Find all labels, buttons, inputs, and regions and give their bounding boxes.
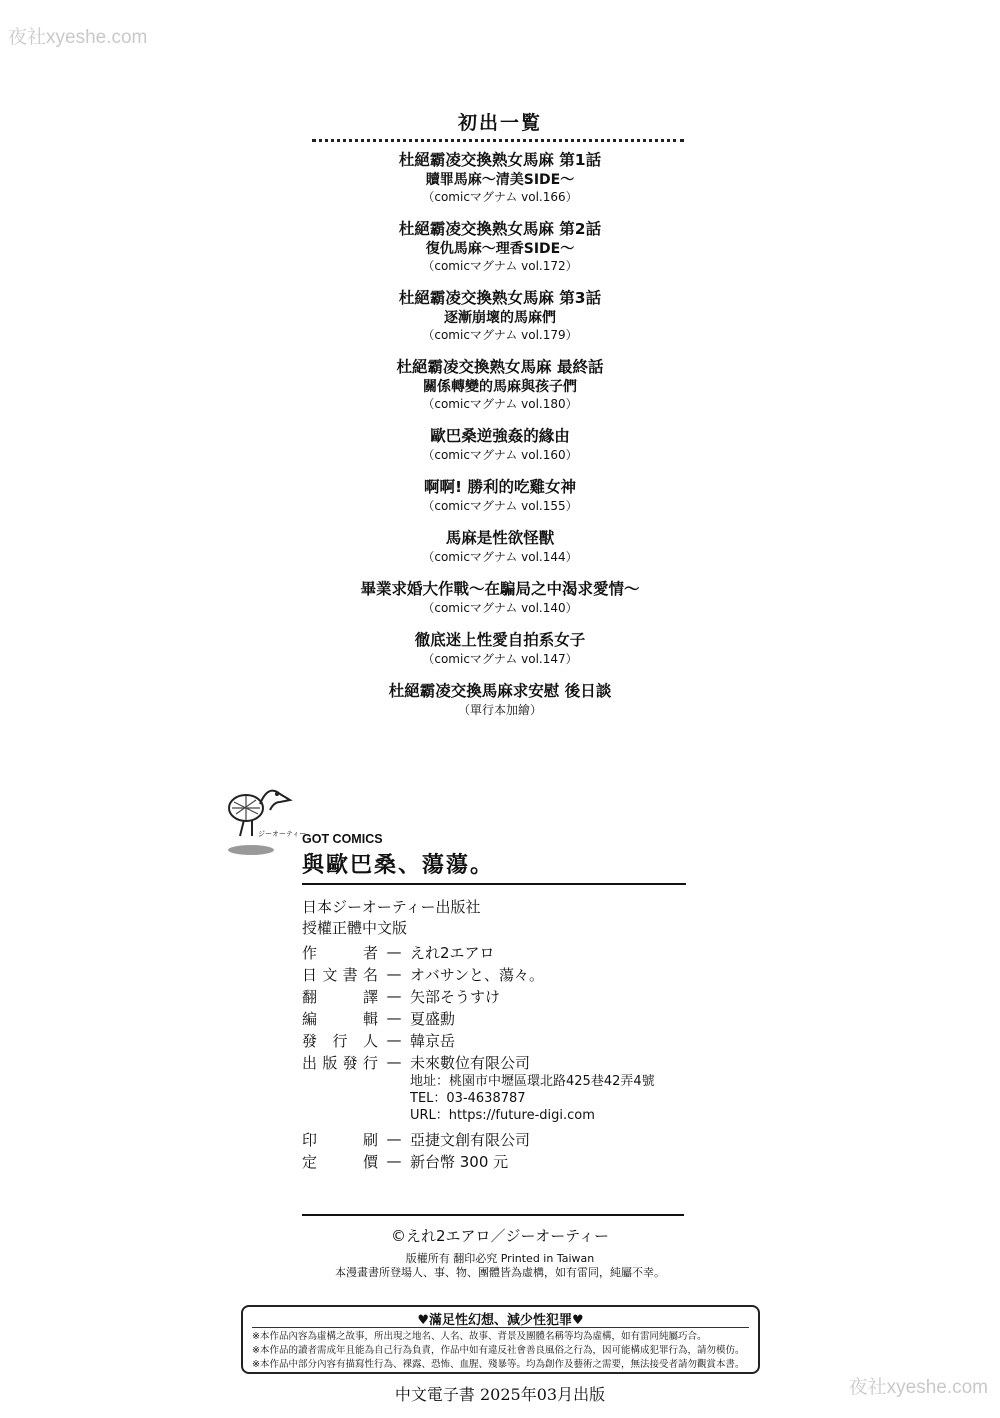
toc-entry-title: 杜絕霸凌交換熟女馬麻 最終話 [396,358,604,376]
series-label: GOT COMICS [302,832,383,846]
toc-entry-source: （comicマグナム vol.140） [422,601,578,615]
credit-row [302,1128,686,1150]
credits-list [302,941,686,1073]
credit-value: オバサンと、蕩々。 [410,965,544,984]
notice-heading: ♥滿足性幻想、減少性犯罪♥ [417,1313,584,1328]
notice-line: ※本作品中部分內容有描寫性行為、裸露、恐怖、血腥、殘暴等。均為創作及藝術之需要，無法接受者請勿觀賞本書。 [252,1359,745,1370]
credit-dash: — [386,1009,402,1027]
toc-entry-title: 馬麻是性欲怪獸 [445,529,555,547]
publisher-info [302,897,686,939]
credit-dash: — [386,1152,402,1170]
credit-row [302,1029,686,1051]
credit-label: 作 者 [302,943,378,962]
credit-label: 定 價 [302,1152,378,1171]
credit-row [302,1150,686,1172]
toc-title: 初出一覧 [457,112,542,134]
notice-box [241,1305,760,1374]
rights-line: 版權所有 翻印必究 Printed in Taiwan [405,1252,595,1265]
credit-label: 發行人 [302,1031,378,1050]
toc-entry [0,630,1000,668]
book-title: 與歐巴桑、蕩蕩。 [302,853,495,878]
watermark-top: 夜社xyeshe.com [8,27,148,48]
credit-label: 出版發行 [302,1053,378,1072]
toc-entry-title: 畢業求婚大作戰～在騙局之中渴求愛情～ [360,580,640,598]
disclaimer-line: 本漫畫書所登場人、事、物、團體皆為虛構，如有雷同，純屬不幸。 [335,1266,665,1279]
toc-entry [0,150,1000,206]
title-rule [302,883,686,885]
logo-shadow [228,845,274,855]
toc-entry-title: 杜絕霸凌交換熟女馬麻 第2話 [398,220,602,238]
toc-entry-source: （單行本加繪） [457,703,542,717]
publisher-line: 授權正體中文版 [302,919,408,937]
credit-value: 新台幣 300 元 [410,1152,509,1171]
credit-value: 夏盛勳 [410,1009,456,1028]
toc-entry-subtitle: 贖罪馬麻～清美SIDE～ [425,172,575,188]
address-block [302,1073,686,1124]
copyright: ©えれ2エアロ／ジーオーティー [390,1227,610,1245]
svg-text:ジーオーティー: ジーオーティー [258,830,307,838]
address-line: 地址：桃園市中壢區環北路425巷42弄4號 [410,1074,655,1089]
toc-entry [0,357,1000,413]
toc-entry [0,528,1000,566]
credit-dash: — [386,965,402,983]
imprint [302,832,686,1172]
toc-entry [0,219,1000,275]
publisher-line: 日本ジーオーティー出版社 [302,898,481,916]
notice-body [252,1327,749,1371]
toc-entry-source: （comicマグナム vol.144） [422,550,578,564]
credit-label: 日文書名 [302,965,378,984]
credit-dash: — [386,1053,402,1071]
credit-dash: — [386,1130,402,1148]
toc-entry-source: （comicマグナム vol.172） [422,259,578,273]
toc-entry-title: 徹底迷上性愛自拍系女子 [414,631,586,649]
toc-entry-title: 杜絕霸凌交換熟女馬麻 第1話 [398,151,602,169]
credit-label: 翻 譯 [302,987,378,1006]
toc-entry-source: （comicマグナム vol.155） [422,499,578,513]
rights-text [0,1252,1000,1280]
edition-footer: 中文電子書 2025年03月出版 [394,1385,606,1404]
copyright-rule [302,1214,684,1216]
toc-entry-source: （comicマグナム vol.160） [422,448,578,462]
toc-entry-subtitle: 關係轉變的馬麻與孩子們 [423,379,577,395]
credit-row [302,1051,686,1073]
toc-entry-source: （comicマグナム vol.180） [422,397,578,411]
credit-value: 亞捷文創有限公司 [410,1130,531,1149]
address-line: URL：https://future-digi.com [410,1108,595,1123]
credit-value: 未來數位有限公司 [410,1053,531,1072]
credit-label: 編 輯 [302,1009,378,1028]
toc-entry-title: 歐巴桑逆強姦的緣由 [430,427,570,445]
credit-value: えれ2エアロ [410,943,495,962]
credit-row [302,1007,686,1029]
credit-row [302,941,686,963]
notice-line: ※本作品的讀者需成年且能為自己行為負責，作品中如有違反社會善良風俗之行為，因可能構成犯罪行為，請勿模仿。 [252,1345,745,1356]
toc-entry-title: 啊啊! 勝利的吃雞女神 [424,478,576,496]
toc-entry [0,288,1000,344]
toc-entry-source: （comicマグナム vol.179） [422,328,578,342]
toc-entry [0,681,1000,719]
toc-entry-subtitle: 復仇馬麻～理香SIDE～ [425,241,575,257]
toc-list [0,150,1000,732]
toc-entry-title: 杜絕霸凌交換熟女馬麻 第3話 [398,289,602,307]
toc-entry [0,426,1000,464]
credit-dash: — [386,987,402,1005]
credit-value: 韓京岳 [410,1031,456,1050]
watermark-bottom: 夜社xyeshe.com [848,1377,988,1398]
credit-dash: — [386,1031,402,1049]
dotted-divider [312,139,684,142]
toc-entry-source: （comicマグナム vol.166） [422,190,578,204]
toc-entry-subtitle: 逐漸崩壞的馬麻們 [444,310,556,326]
credits-list-2 [302,1128,686,1172]
toc-entry-source: （comicマグナム vol.147） [422,652,578,666]
credit-dash: — [386,943,402,961]
credit-row [302,963,686,985]
address-line: TEL：03-4638787 [410,1091,526,1106]
toc-entry [0,477,1000,515]
credit-label: 印 刷 [302,1130,378,1149]
credit-row [302,985,686,1007]
notice-line: ※本作品內容為虛構之故事，所出現之地名、人名、故事、背景及團體名稱等均為虛構，如有雷同純屬巧合。 [252,1331,707,1342]
toc-entry [0,579,1000,617]
credit-value: 矢部そうすけ [410,987,501,1006]
toc-entry-title: 杜絕霸凌交換馬麻求安慰 後日談 [388,682,612,700]
